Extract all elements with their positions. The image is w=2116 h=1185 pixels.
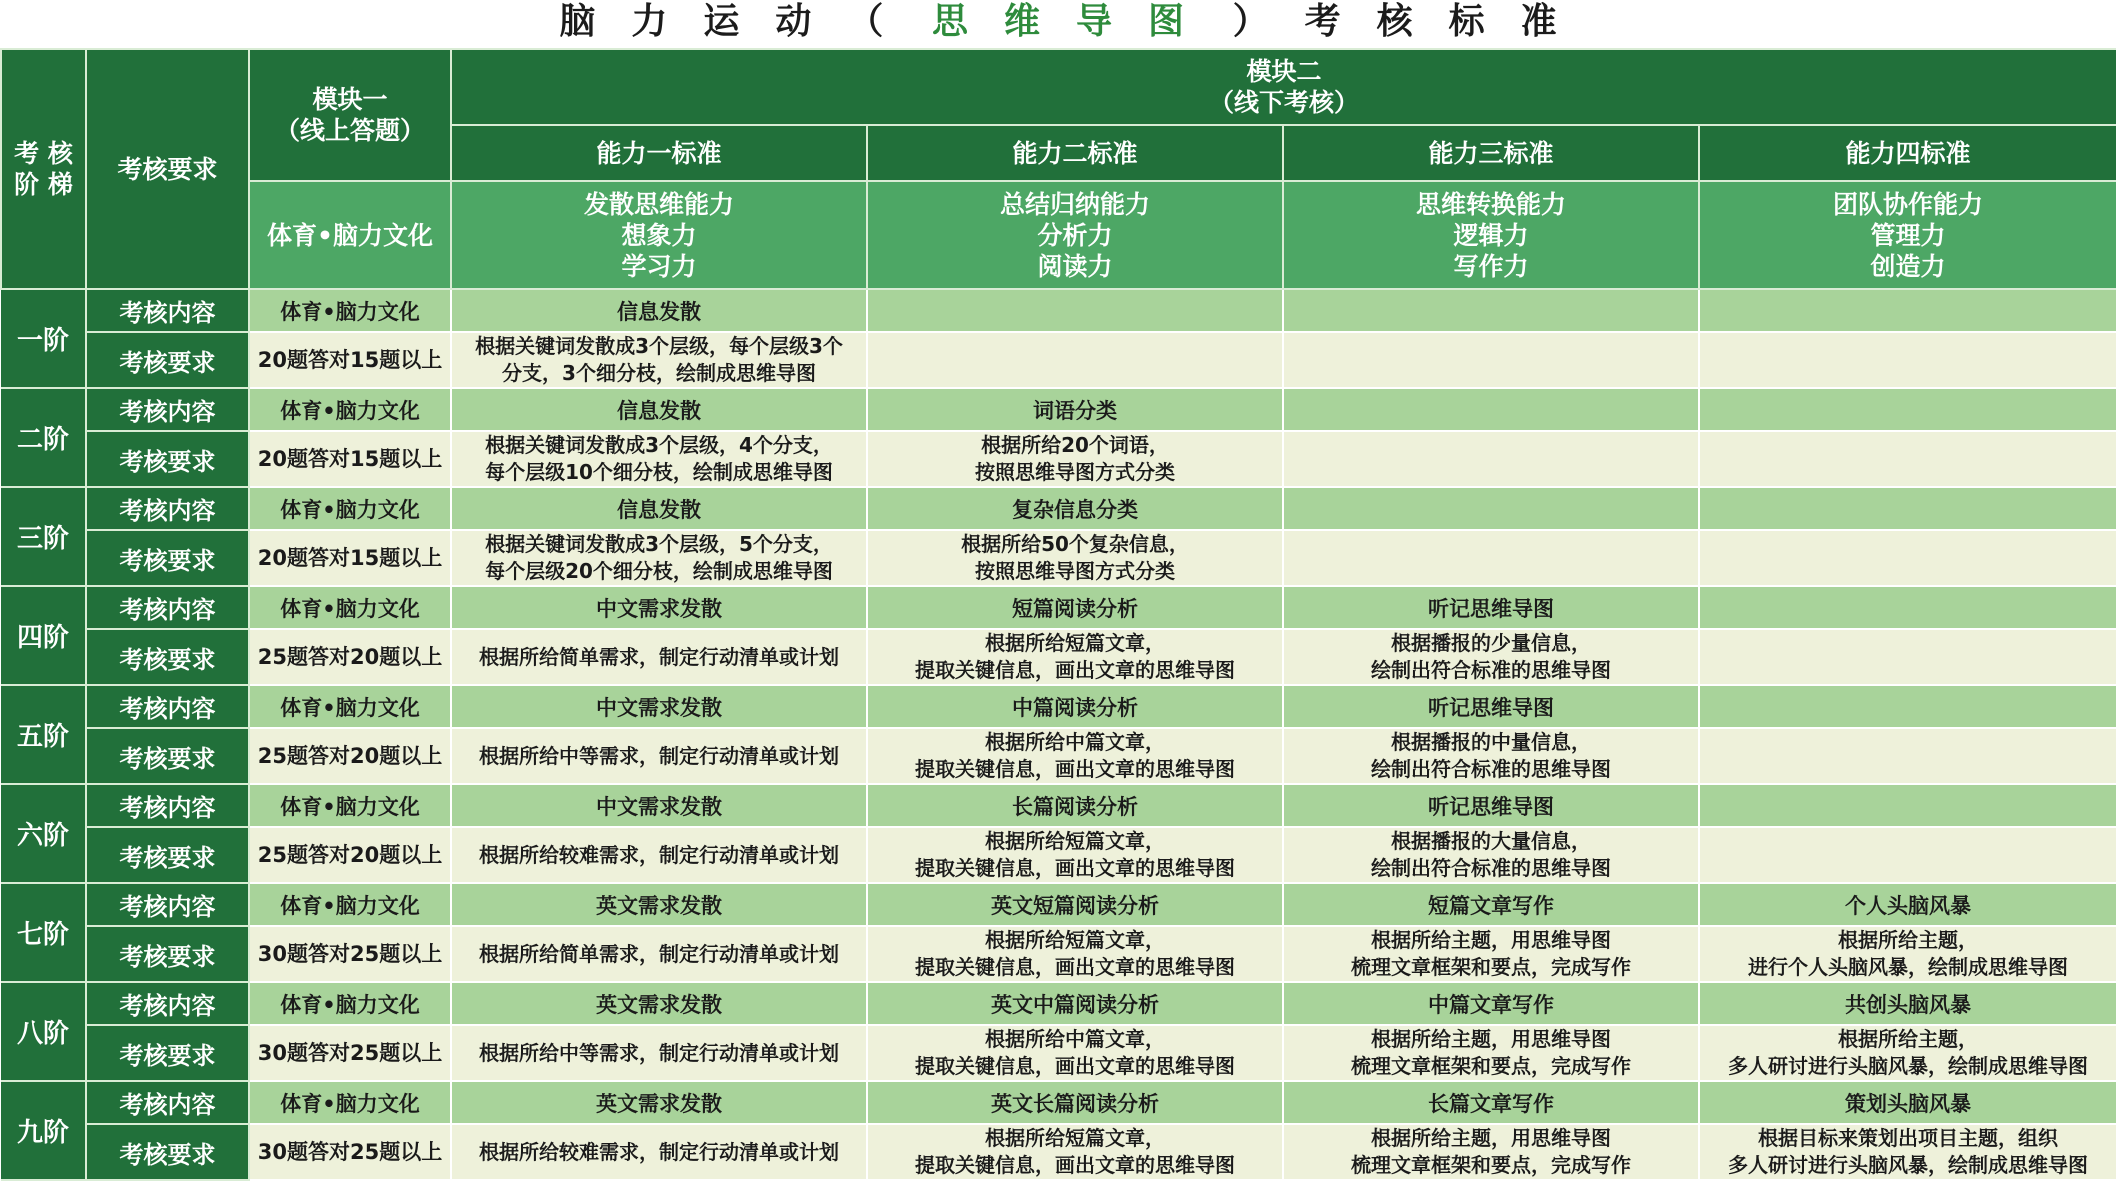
row-label-requirement: 考核要求 <box>86 530 249 586</box>
assessment-table <box>0 48 2116 1181</box>
requirement-cell <box>1699 431 2116 487</box>
row-label-content: 考核内容 <box>86 883 249 926</box>
requirement-cell: 30题答对25题以上 <box>249 1124 451 1180</box>
content-cell: 中篇文章写作 <box>1283 982 1699 1025</box>
table-row <box>1 388 2116 431</box>
content-cell: 长篇文章写作 <box>1283 1081 1699 1124</box>
requirement-cell: 根据所给中等需求，制定行动清单或计划 <box>451 1025 867 1081</box>
stage-label: 一阶 <box>1 289 86 388</box>
header-ability-2-skills: 总结归纳能力 分析力 阅读力 <box>867 181 1283 289</box>
header-ability-1: 能力一标准 <box>451 125 867 181</box>
requirement-cell <box>1283 431 1699 487</box>
stage-label: 二阶 <box>1 388 86 487</box>
row-label-content: 考核内容 <box>86 487 249 530</box>
requirement-cell: 根据所给简单需求，制定行动清单或计划 <box>451 629 867 685</box>
requirement-cell: 根据所给短篇文章， 提取关键信息，画出文章的思维导图 <box>867 827 1283 883</box>
requirement-cell <box>1699 629 2116 685</box>
requirement-cell: 根据关键词发散成3个层级，4个分支， 每个层级10个细分枝，绘制成思维导图 <box>451 431 867 487</box>
title-accent: 思 维 导 图 <box>931 1 1185 42</box>
requirement-cell <box>867 332 1283 388</box>
requirement-cell: 30题答对25题以上 <box>249 1025 451 1081</box>
content-cell: 英文需求发散 <box>451 883 867 926</box>
table-row <box>1 431 2116 487</box>
requirement-cell: 根据所给短篇文章， 提取关键信息，画出文章的思维导图 <box>867 926 1283 982</box>
requirement-cell: 根据所给主题， 多人研讨进行头脑风暴，绘制成思维导图 <box>1699 1025 2116 1081</box>
row-label-content: 考核内容 <box>86 784 249 827</box>
content-cell <box>1699 487 2116 530</box>
requirement-cell: 20题答对15题以上 <box>249 332 451 388</box>
header-ability-3: 能力三标准 <box>1283 125 1699 181</box>
content-cell: 长篇阅读分析 <box>867 784 1283 827</box>
stage-label: 六阶 <box>1 784 86 883</box>
header-ability-4: 能力四标准 <box>1699 125 2116 181</box>
content-cell: 英文需求发散 <box>451 1081 867 1124</box>
requirement-cell: 根据所给20个词语， 按照思维导图方式分类 <box>867 431 1283 487</box>
requirement-cell: 根据所给中篇文章， 提取关键信息，画出文章的思维导图 <box>867 1025 1283 1081</box>
content-cell: 英文中篇阅读分析 <box>867 982 1283 1025</box>
requirement-cell: 根据播报的少量信息， 绘制出符合标准的思维导图 <box>1283 629 1699 685</box>
content-cell <box>1699 586 2116 629</box>
content-cell: 体育•脑力文化 <box>249 487 451 530</box>
content-cell: 复杂信息分类 <box>867 487 1283 530</box>
requirement-cell: 25题答对20题以上 <box>249 629 451 685</box>
content-cell: 中文需求发散 <box>451 784 867 827</box>
page-title <box>0 0 2116 48</box>
row-label-requirement: 考核要求 <box>86 728 249 784</box>
requirement-cell: 根据所给中等需求，制定行动清单或计划 <box>451 728 867 784</box>
table-row <box>1 1124 2116 1180</box>
table-row <box>1 332 2116 388</box>
table-row <box>1 629 2116 685</box>
stage-label: 四阶 <box>1 586 86 685</box>
stage-body <box>1 289 2116 1180</box>
requirement-cell: 25题答对20题以上 <box>249 728 451 784</box>
content-cell: 体育•脑力文化 <box>249 784 451 827</box>
content-cell: 听记思维导图 <box>1283 784 1699 827</box>
content-cell <box>1699 784 2116 827</box>
requirement-cell: 根据所给主题，用思维导图 梳理文章框架和要点，完成写作 <box>1283 926 1699 982</box>
content-cell: 体育•脑力文化 <box>249 289 451 332</box>
content-cell <box>1699 685 2116 728</box>
table-row <box>1 1081 2116 1124</box>
stage-label: 三阶 <box>1 487 86 586</box>
content-cell <box>1283 388 1699 431</box>
row-label-content: 考核内容 <box>86 388 249 431</box>
requirement-cell: 根据播报的中量信息， 绘制出符合标准的思维导图 <box>1283 728 1699 784</box>
header-module1-sub: 体育•脑力文化 <box>249 181 451 289</box>
table-row <box>1 926 2116 982</box>
row-label-content: 考核内容 <box>86 586 249 629</box>
row-label-requirement: 考核要求 <box>86 827 249 883</box>
requirement-cell: 25题答对20题以上 <box>249 827 451 883</box>
content-cell <box>1283 487 1699 530</box>
table-row <box>1 685 2116 728</box>
header-ability-2: 能力二标准 <box>867 125 1283 181</box>
content-cell: 体育•脑力文化 <box>249 982 451 1025</box>
content-cell: 听记思维导图 <box>1283 685 1699 728</box>
requirement-cell <box>1699 332 2116 388</box>
table-row <box>1 530 2116 586</box>
table-row <box>1 982 2116 1025</box>
requirement-cell: 根据关键词发散成3个层级，5个分支， 每个层级20个细分枝，绘制成思维导图 <box>451 530 867 586</box>
title-prefix: 脑 力 运 动 （ <box>559 1 884 42</box>
header-ability-1-skills: 发散思维能力 想象力 学习力 <box>451 181 867 289</box>
requirement-cell: 30题答对25题以上 <box>249 926 451 982</box>
requirement-cell: 根据所给中篇文章， 提取关键信息，画出文章的思维导图 <box>867 728 1283 784</box>
requirement-cell <box>1699 827 2116 883</box>
row-label-requirement: 考核要求 <box>86 926 249 982</box>
content-cell <box>867 289 1283 332</box>
requirement-cell: 根据目标来策划出项目主题，组织 多人研讨进行头脑风暴，绘制成思维导图 <box>1699 1124 2116 1180</box>
content-cell: 短篇文章写作 <box>1283 883 1699 926</box>
requirement-cell <box>1699 728 2116 784</box>
row-label-content: 考核内容 <box>86 685 249 728</box>
content-cell: 体育•脑力文化 <box>249 586 451 629</box>
content-cell: 策划头脑风暴 <box>1699 1081 2116 1124</box>
stage-label: 七阶 <box>1 883 86 982</box>
content-cell: 中篇阅读分析 <box>867 685 1283 728</box>
header-module1: 模块一 （线上答题） <box>249 49 451 181</box>
table-row <box>1 827 2116 883</box>
row-label-requirement: 考核要求 <box>86 1025 249 1081</box>
content-cell: 个人头脑风暴 <box>1699 883 2116 926</box>
requirement-cell: 根据所给短篇文章， 提取关键信息，画出文章的思维导图 <box>867 1124 1283 1180</box>
content-cell: 英文短篇阅读分析 <box>867 883 1283 926</box>
row-label-content: 考核内容 <box>86 982 249 1025</box>
requirement-cell: 根据播报的大量信息， 绘制出符合标准的思维导图 <box>1283 827 1699 883</box>
requirement-cell: 根据所给50个复杂信息， 按照思维导图方式分类 <box>867 530 1283 586</box>
requirement-cell: 根据所给简单需求，制定行动清单或计划 <box>451 926 867 982</box>
requirement-cell <box>1699 530 2116 586</box>
requirement-cell: 20题答对15题以上 <box>249 431 451 487</box>
header-stage-col: 考 核 阶 梯 <box>1 49 86 289</box>
stage-label: 九阶 <box>1 1081 86 1180</box>
content-cell: 听记思维导图 <box>1283 586 1699 629</box>
content-cell: 中文需求发散 <box>451 685 867 728</box>
table-row <box>1 784 2116 827</box>
content-cell: 共创头脑风暴 <box>1699 982 2116 1025</box>
requirement-cell: 根据所给短篇文章， 提取关键信息，画出文章的思维导图 <box>867 629 1283 685</box>
table-row <box>1 728 2116 784</box>
requirement-cell: 20题答对15题以上 <box>249 530 451 586</box>
content-cell: 短篇阅读分析 <box>867 586 1283 629</box>
table-row <box>1 289 2116 332</box>
content-cell: 信息发散 <box>451 289 867 332</box>
requirement-cell: 根据所给主题， 进行个人头脑风暴，绘制成思维导图 <box>1699 926 2116 982</box>
table-row <box>1 487 2116 530</box>
table-row <box>1 586 2116 629</box>
requirement-cell: 根据关键词发散成3个层级，每个层级3个 分支，3个细分枝，绘制成思维导图 <box>451 332 867 388</box>
content-cell: 词语分类 <box>867 388 1283 431</box>
stage-label: 八阶 <box>1 982 86 1081</box>
row-label-requirement: 考核要求 <box>86 1124 249 1180</box>
table-row <box>1 1025 2116 1081</box>
content-cell: 体育•脑力文化 <box>249 388 451 431</box>
stage-label: 五阶 <box>1 685 86 784</box>
content-cell: 信息发散 <box>451 388 867 431</box>
requirement-cell <box>1283 530 1699 586</box>
header-module2: 模块二 （线下考核） <box>451 49 2116 125</box>
requirement-cell <box>1283 332 1699 388</box>
content-cell <box>1699 289 2116 332</box>
content-cell: 英文长篇阅读分析 <box>867 1081 1283 1124</box>
content-cell: 体育•脑力文化 <box>249 685 451 728</box>
row-label-content: 考核内容 <box>86 289 249 332</box>
requirement-cell: 根据所给主题，用思维导图 梳理文章框架和要点，完成写作 <box>1283 1025 1699 1081</box>
header-ability-4-skills: 团队协作能力 管理力 创造力 <box>1699 181 2116 289</box>
row-label-requirement: 考核要求 <box>86 332 249 388</box>
header-ability-3-skills: 思维转换能力 逻辑力 写作力 <box>1283 181 1699 289</box>
header-req-col: 考核要求 <box>86 49 249 289</box>
title-suffix: ） 考 核 标 准 <box>1232 1 1557 42</box>
requirement-cell: 根据所给主题，用思维导图 梳理文章框架和要点，完成写作 <box>1283 1124 1699 1180</box>
content-cell: 英文需求发散 <box>451 982 867 1025</box>
content-cell <box>1699 388 2116 431</box>
requirement-cell: 根据所给较难需求，制定行动清单或计划 <box>451 1124 867 1180</box>
content-cell <box>1283 289 1699 332</box>
content-cell: 中文需求发散 <box>451 586 867 629</box>
content-cell: 信息发散 <box>451 487 867 530</box>
row-label-content: 考核内容 <box>86 1081 249 1124</box>
row-label-requirement: 考核要求 <box>86 431 249 487</box>
content-cell: 体育•脑力文化 <box>249 883 451 926</box>
content-cell: 体育•脑力文化 <box>249 1081 451 1124</box>
requirement-cell: 根据所给较难需求，制定行动清单或计划 <box>451 827 867 883</box>
row-label-requirement: 考核要求 <box>86 629 249 685</box>
table-row <box>1 883 2116 926</box>
